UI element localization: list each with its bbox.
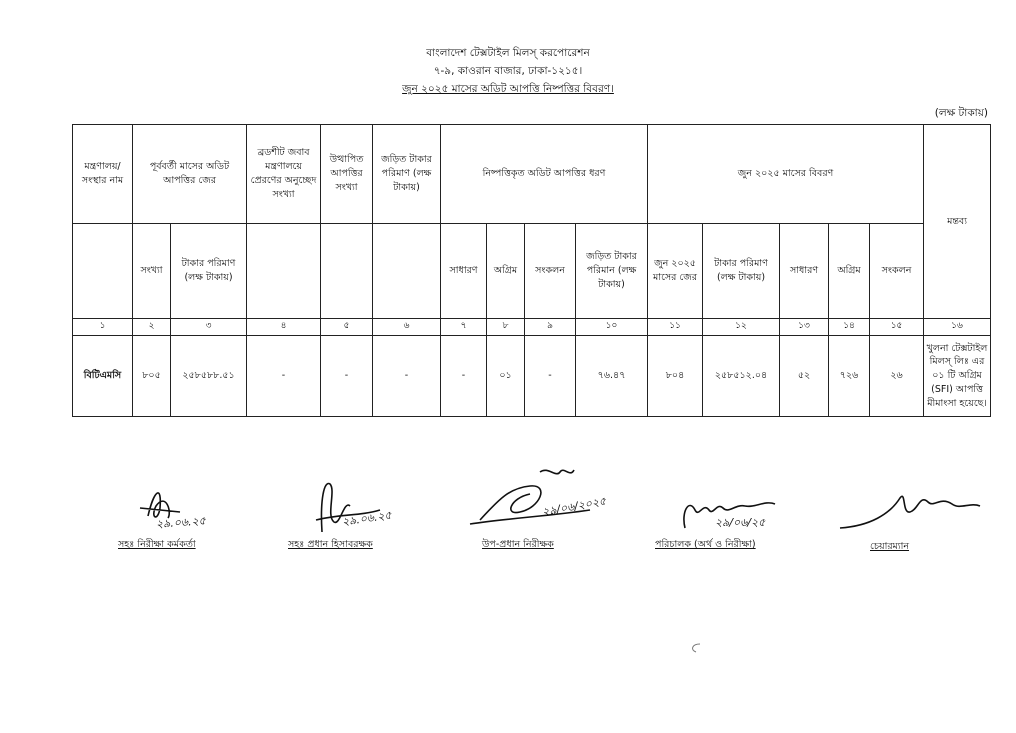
- signature-director-finance-audit: [655, 488, 825, 558]
- col-number: ১: [73, 319, 133, 336]
- header-settled-type: নিষ্পত্তিকৃত অডিট আপত্তির ধরণ: [441, 125, 648, 224]
- header-general: সাধারণ: [441, 224, 487, 319]
- col-number: ৭: [441, 319, 487, 336]
- signature-date: ২৯.০৬.২৫: [341, 508, 393, 529]
- signature-date: ২৯/০৬/২০২৫: [541, 494, 608, 519]
- col-number: ১০: [576, 319, 648, 336]
- settled-general-cell: -: [441, 336, 487, 417]
- header-broadsheet: ব্রডশীট জবাব মন্ত্রণালয়ে প্রেরণের অনুচ্ছেদ সংখ্যা: [247, 125, 321, 224]
- empty-cell: [321, 224, 373, 319]
- signature-label: চেয়ারম্যান: [870, 541, 910, 552]
- signature-label: সহঃ নিরীক্ষা কর্মকর্তা: [118, 539, 196, 550]
- header-advance-2: অগ্রিম: [829, 224, 870, 319]
- signature-date: ২৯/০৬/২৫: [715, 516, 766, 529]
- header-june-details: জুন ২০২৫ মাসের বিবরণ: [648, 125, 924, 224]
- org-name: বাংলাদেশ টেক্সটাইল মিলস্ করপোরেশন: [426, 47, 590, 59]
- document-title-text: জুন ২০২৫ মাসের অডিট আপত্তি নিষ্পত্তির বিবরণ।: [402, 83, 614, 95]
- col-number: ৬: [373, 319, 441, 336]
- col-number: ১১: [648, 319, 703, 336]
- col-number: ৮: [487, 319, 525, 336]
- column-number-row: [73, 319, 991, 336]
- settled-advance-cell: ০১: [487, 336, 525, 417]
- june-general-cell: ৫২: [780, 336, 829, 417]
- header-remarks: মন্তব্য: [924, 125, 991, 319]
- document-title: [0, 82, 1016, 99]
- header-settled-amount: জড়িত টাকার পরিমান (লক্ষ টাকায়): [576, 224, 648, 319]
- col-number: ৫: [321, 319, 373, 336]
- header-raised: উত্থাপিত আপত্তির সংখ্যা: [321, 125, 373, 224]
- signature-chairman: [840, 484, 990, 558]
- settled-compilation-cell: -: [525, 336, 576, 417]
- audit-table: [72, 124, 991, 417]
- empty-cell: [247, 224, 321, 319]
- header-general-2: সাধারণ: [780, 224, 829, 319]
- prev-count-cell: ৮০৫: [133, 336, 171, 417]
- col-number: ১৬: [924, 319, 991, 336]
- header-count: সংখ্যা: [133, 224, 171, 319]
- signature-assistant-chief-accountant: [280, 470, 430, 560]
- header-row-2: [73, 224, 991, 319]
- signature-scribble: [840, 484, 990, 540]
- signature-deputy-chief-auditor: [470, 458, 640, 558]
- org-cell: বিটিএমসি: [73, 336, 133, 417]
- raised-cell: -: [321, 336, 373, 417]
- header-ministry: মন্ত্রণালয়/ সংস্থার নাম: [73, 125, 133, 224]
- signature-scribble: [470, 458, 640, 538]
- empty-cell: [73, 224, 133, 319]
- signature-assistant-audit-officer: [110, 478, 240, 558]
- col-number: ১৩: [780, 319, 829, 336]
- prev-amount-cell: ২৫৮৫৮৮.৫১: [171, 336, 247, 417]
- col-number: ১৪: [829, 319, 870, 336]
- involved-cell: -: [373, 336, 441, 417]
- col-number: ২: [133, 319, 171, 336]
- signature-label: উপ-প্রধান নিরীক্ষক: [482, 539, 554, 550]
- june-compilation-cell: ২৬: [870, 336, 924, 417]
- header-june-balance: জুন ২০২৫ মাসের জের: [648, 224, 703, 319]
- remark-cell: খুলনা টেক্সটাইল মিলস্ লিঃ এর ০১ টি অগ্রিম (SFI) আপত্তি মীমাংসা হয়েছে।: [924, 336, 991, 417]
- col-number: ৪: [247, 319, 321, 336]
- col-number: ১৫: [870, 319, 924, 336]
- org-address: ৭-৯, কাওরান বাজার, ঢাকা-১২১৫।: [433, 65, 583, 77]
- header-prev-month: পূর্ববর্তী মাসের অডিট আপত্তির জের: [133, 125, 247, 224]
- june-amount-cell: ২৫৮৫১২.০৪: [703, 336, 780, 417]
- june-balance-cell: ৮০৪: [648, 336, 703, 417]
- header-compilation: সংকলন: [525, 224, 576, 319]
- signature-label: পরিচালক (অর্থ ও নিরীক্ষা): [655, 539, 756, 550]
- broadsheet-cell: -: [247, 336, 321, 417]
- signature-date: ২৯.০৬.২৫: [155, 514, 207, 531]
- header-amount: টাকার পরিমাণ (লক্ষ টাকায়): [171, 224, 247, 319]
- header-row-1: [73, 125, 991, 224]
- table-row: [73, 336, 991, 417]
- header-involved-amount: জড়িত টাকার পরিমাণ (লক্ষ টাকায়): [373, 125, 441, 224]
- header-compilation-2: সংকলন: [870, 224, 924, 319]
- june-advance-cell: ৭২৬: [829, 336, 870, 417]
- empty-cell: [373, 224, 441, 319]
- col-number: ৯: [525, 319, 576, 336]
- header-advance: অগ্রিম: [487, 224, 525, 319]
- header-june-amount: টাকার পরিমাণ (লক্ষ টাকায়): [703, 224, 780, 319]
- col-number: ৩: [171, 319, 247, 336]
- stray-pen-mark: [686, 642, 706, 656]
- settled-amount-cell: ৭৬.৪৭: [576, 336, 648, 417]
- signature-label: সহঃ প্রধান হিসাবরক্ষক: [288, 539, 373, 550]
- col-number: ১২: [703, 319, 780, 336]
- unit-note: (লক্ষ টাকায়): [934, 107, 988, 119]
